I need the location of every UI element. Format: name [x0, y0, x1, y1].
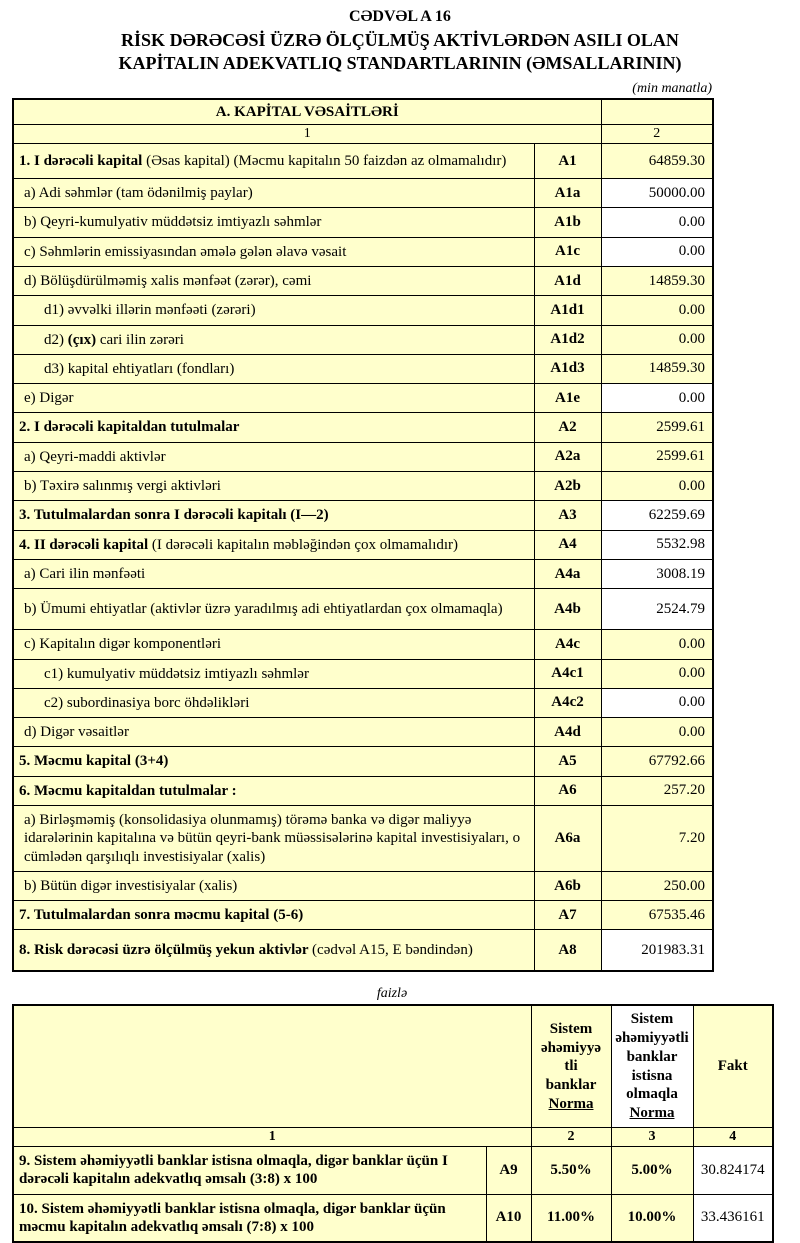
row-label — [13, 208, 534, 237]
row-value: 5532.98 — [601, 530, 713, 559]
header-line: banklar — [626, 1048, 678, 1065]
ratio-header-systemic-norma — [531, 1005, 611, 1127]
table-row — [13, 1194, 773, 1242]
label-segment: 2. I dərəcəli kapitaldan tutulmalar — [19, 419, 240, 436]
table-row — [13, 325, 713, 354]
row-code: A6b — [534, 871, 601, 900]
header-line: əhəmiyyətli — [615, 1030, 689, 1047]
row-label — [13, 747, 534, 776]
table-row — [13, 718, 713, 747]
row-code: A4b — [534, 589, 601, 630]
row-value: 201983.31 — [601, 930, 713, 972]
table-row — [13, 144, 713, 179]
row-value: 14859.30 — [601, 266, 713, 295]
row-code: A4a — [534, 559, 601, 588]
row-label — [13, 413, 534, 442]
label-segment: b) Bütün digər investisiyalar (xalis) — [24, 877, 238, 894]
label-segment: 6. Məcmu kapitaldan tutulmalar : — [19, 782, 237, 799]
row-norma-systemic: 11.00% — [531, 1194, 611, 1242]
label-segment: d) Bölüşdürülməmiş xalis mənfəət (zərər), cəmi — [24, 272, 312, 289]
row-label — [13, 442, 534, 471]
row-label — [13, 472, 534, 501]
row-label — [13, 871, 534, 900]
table-row — [13, 442, 713, 471]
table-row — [13, 930, 713, 972]
row-label — [13, 901, 534, 930]
row-code: A2a — [534, 442, 601, 471]
unit-note: (min manatla) — [632, 81, 712, 97]
row-value: 2599.61 — [601, 413, 713, 442]
row-label — [13, 718, 534, 747]
row-label — [13, 806, 534, 872]
row-label — [13, 530, 534, 559]
row-label — [13, 237, 534, 266]
label-segment: c) Səhmlərin emissiyasından əmələ gələn əlavə vəsait — [24, 243, 347, 260]
label-segment: c2) subordinasiya borc öhdəlikləri — [44, 694, 250, 711]
row-label — [13, 776, 534, 805]
row-value: 0.00 — [601, 296, 713, 325]
label-segment: 8. Risk dərəcəsi üzrə ölçülmüş yekun aktivlər — [19, 942, 313, 959]
row-value: 14859.30 — [601, 354, 713, 383]
label-segment: c) Kapitalın digər komponentləri — [24, 636, 222, 653]
label-segment: 7. Tutulmalardan sonra məcmu kapital (5-6) — [19, 907, 304, 924]
row-code: A3 — [534, 501, 601, 530]
report-subtitle-line2: KAPİTALIN ADEKVATLIQ STANDARTLARININ (ƏMSALLARININ) — [118, 53, 682, 74]
capital-table-header-row — [13, 99, 713, 125]
table-row — [13, 589, 713, 630]
label-segment: cari ilin zərəri — [96, 331, 184, 348]
row-value: 7.20 — [601, 806, 713, 872]
row-label — [13, 384, 534, 413]
row-code: A1c — [534, 237, 601, 266]
row-code: A4c2 — [534, 688, 601, 717]
label-segment: 10. Sistem əhəmiyyətli banklar istisna olmaqla, digər banklar üçün məcmu kapitalın adekvatlıq əmsalı (7:8) x 100 — [19, 1200, 446, 1235]
table-row — [13, 776, 713, 805]
row-value: 50000.00 — [601, 179, 713, 208]
capital-column-numbers-row — [13, 125, 713, 144]
label-segment: c1) kumulyativ müddətsiz imtiyazlı səhmlər — [44, 665, 309, 682]
table-row — [13, 530, 713, 559]
column-number-4: 4 — [693, 1127, 773, 1146]
table-row — [13, 413, 713, 442]
row-fakt-value: 30.824174 — [693, 1146, 773, 1194]
label-segment: 3. Tutulmalardan sonra I dərəcəli kapitalı (I—2) — [19, 507, 329, 524]
row-code: A4c1 — [534, 659, 601, 688]
page-title: CƏDVƏL A 16 — [349, 8, 451, 25]
percent-note: faizlə — [376, 986, 408, 1002]
row-label — [13, 1146, 486, 1194]
row-code: A1d2 — [534, 325, 601, 354]
label-segment: a) Adi səhmlər (tam ödənilmiş paylar) — [24, 185, 253, 202]
row-value: 0.00 — [601, 688, 713, 717]
row-code: A2b — [534, 472, 601, 501]
capital-section-header: A. KAPİTAL VƏSAİTLƏRİ — [13, 99, 601, 125]
header-line: əhəmiyyə — [541, 1039, 601, 1056]
capital-table-body — [13, 144, 713, 972]
capital-section-header-spacer — [601, 99, 713, 125]
column-number-1: 1 — [13, 125, 601, 144]
table-row — [13, 266, 713, 295]
row-label — [13, 930, 534, 972]
table-row — [13, 237, 713, 266]
row-code: A1e — [534, 384, 601, 413]
table-row — [13, 501, 713, 530]
row-code: A7 — [534, 901, 601, 930]
table-row — [13, 354, 713, 383]
table-row — [13, 871, 713, 900]
row-value: 0.00 — [601, 384, 713, 413]
label-segment: d2) — [44, 331, 68, 348]
row-label — [13, 589, 534, 630]
row-label — [13, 659, 534, 688]
header-norma-label: Norma — [548, 1095, 594, 1112]
row-label — [13, 559, 534, 588]
label-segment: (cədvəl A15, E bəndindən) — [312, 942, 473, 959]
label-segment: (Əsas kapital) (Məcmu kapitalın 50 faizdən az olmamalıdır) — [142, 152, 507, 169]
row-code: A6 — [534, 776, 601, 805]
label-segment: 5. Məcmu kapital (3+4) — [19, 753, 169, 770]
header-line: Sistem — [549, 1020, 593, 1037]
row-label — [13, 501, 534, 530]
row-value: 67535.46 — [601, 901, 713, 930]
row-value: 2524.79 — [601, 589, 713, 630]
row-code: A1b — [534, 208, 601, 237]
label-segment: d) Digər vəsaitlər — [24, 724, 129, 741]
label-segment: b) Ümumi ehtiyatlar (aktivlər üzrə yaradılmış adi ehtiyatlardan çox olmamaqla) — [24, 601, 503, 618]
column-number-2: 2 — [531, 1127, 611, 1146]
header-line: tli — [564, 1058, 578, 1075]
label-segment: a) Cari ilin mənfəəti — [24, 565, 146, 582]
row-label — [13, 630, 534, 659]
table-row — [13, 296, 713, 325]
ratio-header-fakt: Fakt — [693, 1005, 773, 1127]
row-label — [13, 688, 534, 717]
row-code: A6a — [534, 806, 601, 872]
row-code: A10 — [486, 1194, 531, 1242]
table-row — [13, 208, 713, 237]
capital-table — [12, 98, 714, 972]
header-line: banklar — [545, 1077, 597, 1094]
label-segment: b) Qeyri-kumulyativ müddətsiz imtiyazlı səhmlər — [24, 214, 322, 231]
row-code: A4c — [534, 630, 601, 659]
ratio-header-excl-systemic-norma — [611, 1005, 693, 1127]
row-label — [13, 144, 534, 179]
row-value: 0.00 — [601, 630, 713, 659]
table-row — [13, 901, 713, 930]
table-row — [13, 1146, 773, 1194]
row-norma-excl-systemic: 10.00% — [611, 1194, 693, 1242]
row-value: 3008.19 — [601, 559, 713, 588]
row-value: 0.00 — [601, 237, 713, 266]
table-row — [13, 179, 713, 208]
ratio-header-empty-cell — [13, 1005, 531, 1127]
header-line: istisna — [631, 1067, 673, 1084]
row-code: A8 — [534, 930, 601, 972]
row-value: 62259.69 — [601, 501, 713, 530]
row-value: 0.00 — [601, 718, 713, 747]
row-code: A9 — [486, 1146, 531, 1194]
row-code: A4d — [534, 718, 601, 747]
label-segment: (I dərəcəli kapitalın məbləğindən çox olmamalıdır) — [148, 536, 459, 553]
label-segment: 1. I dərəcəli kapital — [19, 152, 143, 169]
ratio-column-numbers-row — [13, 1127, 773, 1146]
row-code: A4 — [534, 530, 601, 559]
row-code: A1d — [534, 266, 601, 295]
table-row — [13, 688, 713, 717]
row-value: 64859.30 — [601, 144, 713, 179]
label-segment: b) Təxirə salınmış vergi aktivləri — [24, 478, 221, 495]
row-code: A1 — [534, 144, 601, 179]
row-norma-systemic: 5.50% — [531, 1146, 611, 1194]
row-code: A1d3 — [534, 354, 601, 383]
table-row — [13, 384, 713, 413]
row-code: A1a — [534, 179, 601, 208]
table-row — [13, 659, 713, 688]
label-segment: d1) əvvəlki illərin mənfəəti (zərəri) — [44, 302, 256, 319]
ratio-table-body — [13, 1146, 773, 1242]
ratio-table-header-row — [13, 1005, 773, 1127]
label-segment: 9. Sistem əhəmiyyətli banklar istisna olmaqla, digər banklar üçün I dərəcəli kapitalın adekvatlıq əmsalı (3:8) x 100 — [19, 1152, 448, 1188]
table-row — [13, 472, 713, 501]
label-segment: e) Digər — [24, 390, 74, 407]
row-code: A5 — [534, 747, 601, 776]
label-segment: d3) kapital ehtiyatları (fondları) — [44, 360, 235, 377]
column-number-2: 2 — [601, 125, 713, 144]
header-norma-label: Norma — [629, 1105, 675, 1122]
row-value: 0.00 — [601, 659, 713, 688]
table-row — [13, 747, 713, 776]
table-row — [13, 559, 713, 588]
ratio-table — [12, 1004, 774, 1243]
row-label — [13, 179, 534, 208]
row-value: 67792.66 — [601, 747, 713, 776]
row-norma-excl-systemic: 5.00% — [611, 1146, 693, 1194]
report-subtitle-line1: RİSK DƏRƏCƏSİ ÜZRƏ ÖLÇÜLMÜŞ AKTİVLƏRDƏN ASILI OLAN — [121, 30, 679, 50]
header-line: olmaqla — [626, 1086, 678, 1103]
row-label — [13, 1194, 486, 1242]
row-label — [13, 325, 534, 354]
column-number-3: 3 — [611, 1127, 693, 1146]
row-fakt-value: 33.436161 — [693, 1194, 773, 1242]
row-label — [13, 296, 534, 325]
header-line: Sistem — [630, 1011, 674, 1028]
column-number-1: 1 — [13, 1127, 531, 1146]
label-segment: a) Qeyri-maddi aktivlər — [24, 448, 166, 465]
row-value: 257.20 — [601, 776, 713, 805]
row-code: A1d1 — [534, 296, 601, 325]
row-label — [13, 266, 534, 295]
label-segment: a) Birləşməmiş (konsolidasiya olunmamış) törəmə banka və digər maliyyə idarələrinin kapitalına və bütün qeyri-bank müəssisələrinə kapital investisiyaları, o cümlədən qarşılıqlı investisiyalar (xalis) — [24, 812, 521, 865]
row-code: A2 — [534, 413, 601, 442]
label-segment: (çıx) — [67, 331, 97, 348]
table-row — [13, 806, 713, 872]
row-value: 2599.61 — [601, 442, 713, 471]
row-value: 250.00 — [601, 871, 713, 900]
label-segment: 4. II dərəcəli kapital — [19, 536, 149, 553]
row-label — [13, 354, 534, 383]
row-value: 0.00 — [601, 325, 713, 354]
table-row — [13, 630, 713, 659]
row-value: 0.00 — [601, 472, 713, 501]
row-value: 0.00 — [601, 208, 713, 237]
